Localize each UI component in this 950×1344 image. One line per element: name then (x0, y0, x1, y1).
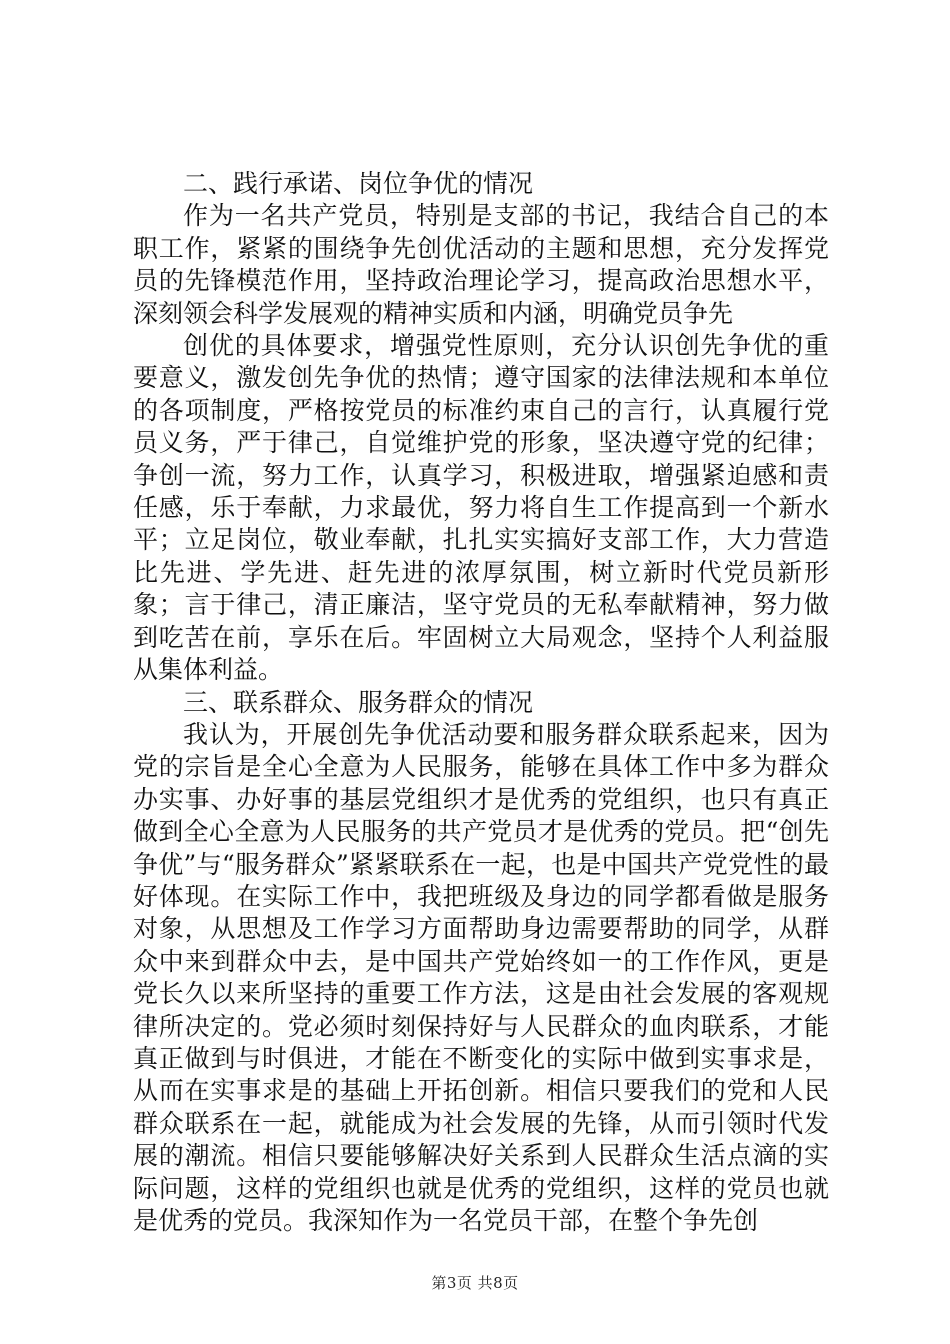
paragraph: 我认为，开展创先争优活动要和服务群众联系起来，因为党的宗旨是全心全意为人民服务，能够在具体工作中多为群众办实事、办好事的基层党组织才是优秀的党组织，也只有真正做到全心全意为人民服务的共产党员才是优秀的党员。把“创先争优”与“服务群众”紧紧联系在一起，也是中国共产党党性的最好体现。在实际工作中，我把班级及身边的同学都看做是服务对象，从思想及工作学习方面帮助身边需要帮助的同学，从群众中来到群众中去，是中国共产党始终如一的工作作风，更是党长久以来所坚持的重要工作方法，这是由社会发展的客观规律所决定的。党必须时刻保持好与人民群众的血肉联系，才能真正做到与时俱进，才能在不断变化的实际中做到实事求是，从而在实事求是的基础上开拓创新。相信只要我们的党和人民群众联系在一起，就能成为社会发展的先锋，从而引领时代发展的潮流。相信只要能够解决好关系到人民群众生活点滴的实际问题，这样的党组织也就是优秀的党组织，这样的党员也就是优秀的党员。我深知作为一名党员干部，在整个争先创 (133, 719, 829, 1235)
section-heading-3: 三、联系群众、服务群众的情况 (183, 687, 534, 717)
paragraph: 作为一名共产党员，特别是支部的书记，我结合自己的本职工作，紧紧的围绕争先创优活动的主题和思想，充分发挥党员的先锋模范作用，坚持政治理论学习，提高政治思想水平，深刻领会科学发展观的精神实质和内涵，明确党员争先 (133, 201, 829, 328)
page-number-footer: 第3页 共8页 (431, 1274, 519, 1292)
section-heading-2: 二、践行承诺、岗位争优的情况 (183, 169, 534, 198)
paragraph: 创优的具体要求，增强党性原则，充分认识创先争优的重要意义，激发创先争优的热情；遵守国家的法律法规和本单位的各项制度，严格按党员的标准约束自己的言行，认真履行党员义务，严于律己，自觉维护党的形象，坚决遵守党的纪律；争创一流，努力工作，认真学习，积极进取，增强紧迫感和责任感，乐于奉献，力求最优，努力将自生工作提高到一个新水平；立足岗位，敬业奉献，扎扎实实搞好支部工作，大力营造比先进、学先进、赶先进的浓厚氛围，树立新时代党员新形象；言于律己，清正廉洁，坚守党员的无私奉献精神，努力做到吃苦在前，享乐在后。牢固树立大局观念，坚持个人利益服从集体利益。 (133, 331, 829, 685)
document-body (133, 168, 829, 1237)
